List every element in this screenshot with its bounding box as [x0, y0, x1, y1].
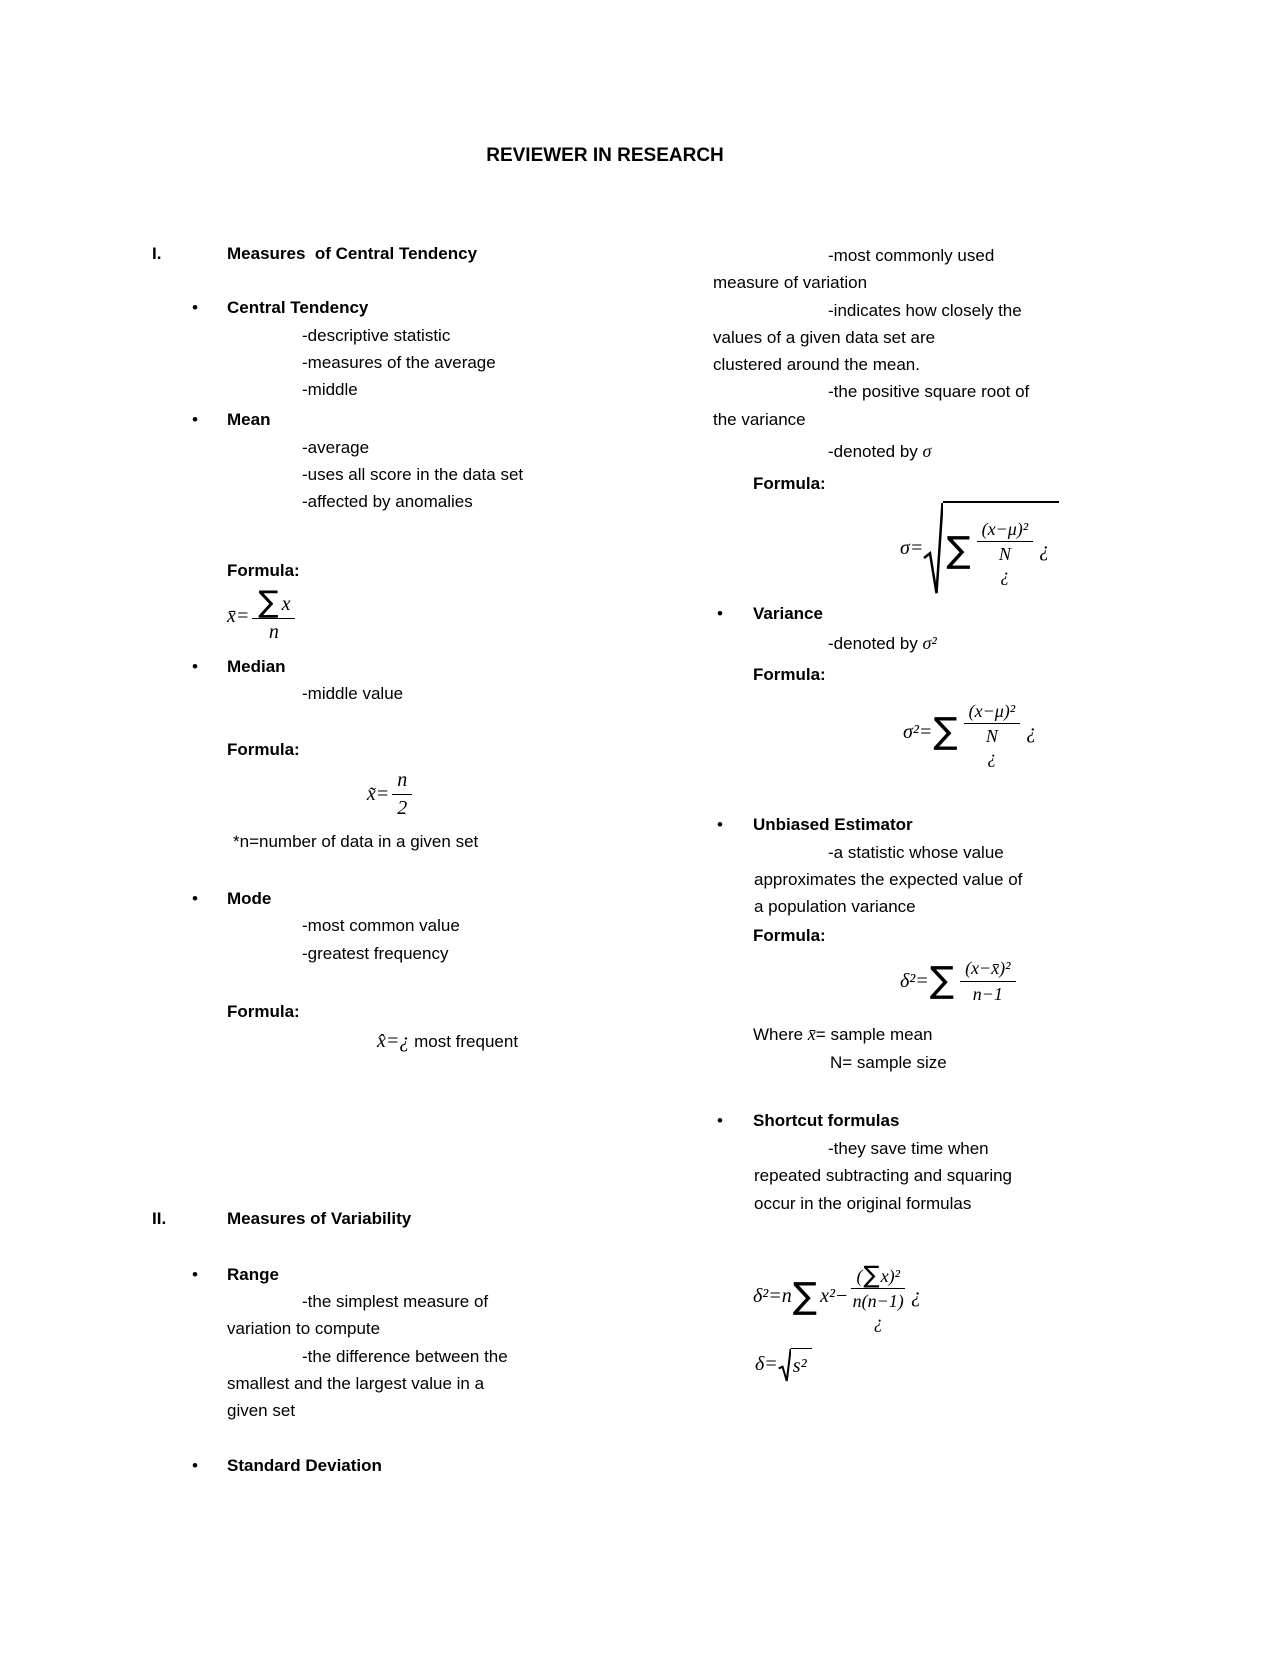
fraction-numerator — [252, 584, 295, 620]
description-line: -the simplest measure of — [302, 1291, 489, 1311]
formula-lhs: σ= — [900, 536, 924, 559]
bullet-marker: • — [192, 1456, 198, 1476]
stdev-formula — [900, 501, 1173, 596]
description-line: variation to compute — [227, 1319, 381, 1339]
bullet-item-variance — [713, 600, 1173, 627]
where-clause — [753, 1021, 1173, 1048]
formula-lhs: σ²= — [903, 721, 933, 744]
unbiased-estimator-formula — [900, 952, 1173, 1010]
square-root — [778, 1348, 812, 1382]
formula-lhs: x̃= — [366, 783, 390, 806]
fraction-numerator: (x−μ)² — [977, 518, 1034, 543]
where-clause-line2: N= sample size — [830, 1053, 947, 1073]
fraction-sub: ¿ — [1000, 564, 1010, 585]
bullet-item-range — [152, 1261, 630, 1288]
radicand: s² — [791, 1348, 812, 1382]
description-line: values of a given data set are — [713, 327, 936, 347]
bullet-item-mean — [152, 406, 630, 433]
median-formula — [152, 768, 630, 822]
formula-lhs: δ²=n — [753, 1285, 792, 1308]
formula-lhs: δ²= — [900, 969, 929, 992]
where-text: = sample mean — [815, 1025, 933, 1045]
bullet-label: Mode — [227, 889, 272, 909]
square-root — [923, 501, 1059, 596]
formula-label: Formula: — [227, 739, 300, 759]
formula-lhs: δ= — [755, 1353, 778, 1376]
formula-mid: x²− — [820, 1285, 849, 1308]
summation-symbol: ∑ — [792, 1275, 818, 1317]
numerator-variable: x — [281, 593, 291, 616]
summation-symbol: ∑ — [929, 959, 955, 1001]
radicand — [943, 501, 1059, 596]
section-heading-2 — [152, 1205, 630, 1232]
bullet-label: Mean — [227, 410, 271, 430]
mean-formula — [227, 585, 630, 649]
description-line: the variance — [713, 409, 806, 429]
bullet-item-unbiased-estimator — [713, 811, 1173, 838]
bullet-marker: • — [717, 603, 723, 623]
description-line: -uses all score in the data set — [302, 465, 524, 485]
bullet-label: Central Tendency — [227, 298, 369, 318]
description-line: -average — [302, 437, 370, 457]
denoted-text: -denoted by — [828, 442, 923, 462]
mean-description — [227, 434, 630, 516]
right-column — [713, 240, 1173, 1382]
x-bar-symbol: x̄ — [807, 1024, 816, 1045]
formula-lhs: x̄= — [227, 605, 250, 628]
section-title: Measures of Central Tendency — [227, 244, 478, 263]
mode-description — [227, 912, 630, 967]
radical-icon — [778, 1348, 791, 1382]
section-numeral: I. — [152, 244, 162, 263]
fraction-sub: ¿ — [873, 1311, 883, 1332]
fraction-numerator: n — [392, 768, 412, 795]
section-numeral: II. — [152, 1209, 167, 1229]
formula-tail: ¿ — [911, 1285, 921, 1308]
formula-text: most frequent — [409, 1032, 519, 1052]
description-line: -measures of the average — [302, 352, 496, 372]
bullet-marker: • — [192, 889, 198, 909]
fraction-denominator: n — [268, 621, 279, 644]
bullet-label: Median — [227, 656, 286, 676]
fraction-denominator: n−1 — [972, 983, 1003, 1004]
description-line: approximates the expected value of — [754, 870, 1023, 890]
formula-label: Formula: — [227, 560, 300, 580]
fraction-denominator: 2 — [397, 797, 408, 820]
description-line: -the positive square root of — [828, 382, 1030, 402]
bullet-label: Range — [227, 1264, 279, 1284]
section-title: Measures of Variability — [227, 1209, 412, 1229]
bullet-label: Unbiased Estimator — [753, 814, 913, 834]
formula-label: Formula: — [227, 1002, 300, 1022]
sigma-squared-symbol: σ² — [922, 632, 937, 653]
formula-tail: ¿ — [1039, 539, 1050, 562]
fraction-sub: ¿ — [987, 746, 997, 767]
description-line — [713, 438, 1173, 465]
description-line: -middle — [302, 380, 358, 400]
description-line: -most common value — [302, 916, 460, 936]
bullet-marker: • — [192, 1264, 198, 1284]
summation-symbol: ∑ — [933, 711, 958, 753]
fraction — [392, 768, 412, 821]
fraction-denominator: n(n−1) — [852, 1291, 904, 1312]
unbiased-description — [754, 839, 1173, 921]
stdev-description-paragraph — [713, 297, 1173, 379]
bullet-item-central-tendency — [152, 294, 630, 321]
formula-label: Formula: — [753, 925, 826, 945]
formula-math: x̂=¿ — [377, 1030, 410, 1053]
bullet-label: Standard Deviation — [227, 1456, 382, 1476]
formula-label: Formula: — [753, 665, 826, 685]
fraction — [964, 700, 1021, 766]
description-line: measure of variation — [713, 273, 868, 293]
numerator-paren: ( — [856, 1265, 863, 1286]
summation-symbol: ∑ — [258, 584, 279, 620]
summation-symbol: ∑ — [946, 529, 971, 571]
variance-formula — [903, 692, 1173, 774]
formula-label: Formula: — [753, 474, 826, 494]
fraction-denominator: N — [998, 544, 1011, 565]
bullet-marker: • — [192, 656, 198, 676]
fraction-numerator — [851, 1263, 905, 1289]
left-column — [152, 240, 630, 1480]
description-line: given set — [227, 1401, 296, 1421]
bullet-marker: • — [717, 1110, 723, 1130]
fraction — [977, 518, 1034, 584]
document-title: REVIEWER IN RESEARCH — [486, 145, 724, 166]
where-text: Where — [753, 1025, 808, 1045]
description-line: a population variance — [754, 897, 916, 917]
shortcut-formula — [753, 1252, 1173, 1342]
numerator-variable: x)² — [880, 1265, 900, 1286]
bullet-item-shortcut-formulas — [713, 1107, 1173, 1134]
stdev-description-paragraph — [713, 378, 1173, 433]
denoted-text: -denoted by — [828, 633, 923, 653]
central-tendency-description — [227, 322, 630, 404]
sqrt-s-formula — [755, 1348, 1173, 1382]
description-line: -middle value — [302, 684, 404, 704]
description-line: -affected by anomalies — [302, 492, 473, 512]
description-line — [754, 630, 1173, 657]
formula-tail: ¿ — [1026, 721, 1037, 744]
description-line: -most commonly used — [828, 246, 995, 265]
bullet-marker: • — [192, 298, 198, 318]
mode-formula — [377, 1028, 630, 1058]
summation-symbol: ∑ — [863, 1261, 880, 1290]
description-line: occur in the original formulas — [754, 1193, 972, 1213]
bullet-item-median — [152, 653, 630, 680]
stdev-description-paragraph — [713, 242, 1173, 297]
variance-description — [754, 630, 1173, 657]
radical-icon — [923, 501, 943, 596]
stdev-denoted-line — [713, 438, 1173, 465]
fraction — [252, 584, 295, 646]
section-heading-1 — [152, 240, 630, 267]
bullet-item-standard-deviation — [152, 1452, 630, 1479]
description-line: clustered around the mean. — [713, 355, 920, 375]
description-line: -greatest frequency — [302, 943, 449, 963]
bullet-item-mode — [152, 885, 630, 912]
shortcut-description — [754, 1135, 1173, 1217]
bullet-label: Variance — [753, 603, 823, 623]
fraction — [960, 957, 1016, 1005]
fraction-denominator: N — [985, 726, 998, 747]
description-line: -they save time when — [828, 1138, 989, 1158]
bullet-marker: • — [717, 814, 723, 834]
description-line: -descriptive statistic — [302, 325, 451, 345]
description-line: -the difference between the — [302, 1346, 508, 1366]
fraction — [851, 1263, 905, 1331]
description-line: -indicates how closely the — [828, 300, 1022, 320]
sigma-symbol: σ — [922, 441, 932, 462]
median-description — [227, 680, 630, 707]
description-line: smallest and the largest value in a — [227, 1373, 485, 1393]
fraction-numerator: (x−μ)² — [964, 700, 1021, 725]
bullet-label: Shortcut formulas — [753, 1110, 900, 1130]
median-note: *n=number of data in a given set — [233, 831, 479, 851]
description-line: -a statistic whose value — [828, 842, 1004, 862]
range-description — [227, 1288, 630, 1424]
description-line: repeated subtracting and squaring — [754, 1166, 1013, 1186]
fraction-numerator: (x−x̄)² — [960, 957, 1016, 982]
bullet-marker: • — [192, 410, 198, 430]
